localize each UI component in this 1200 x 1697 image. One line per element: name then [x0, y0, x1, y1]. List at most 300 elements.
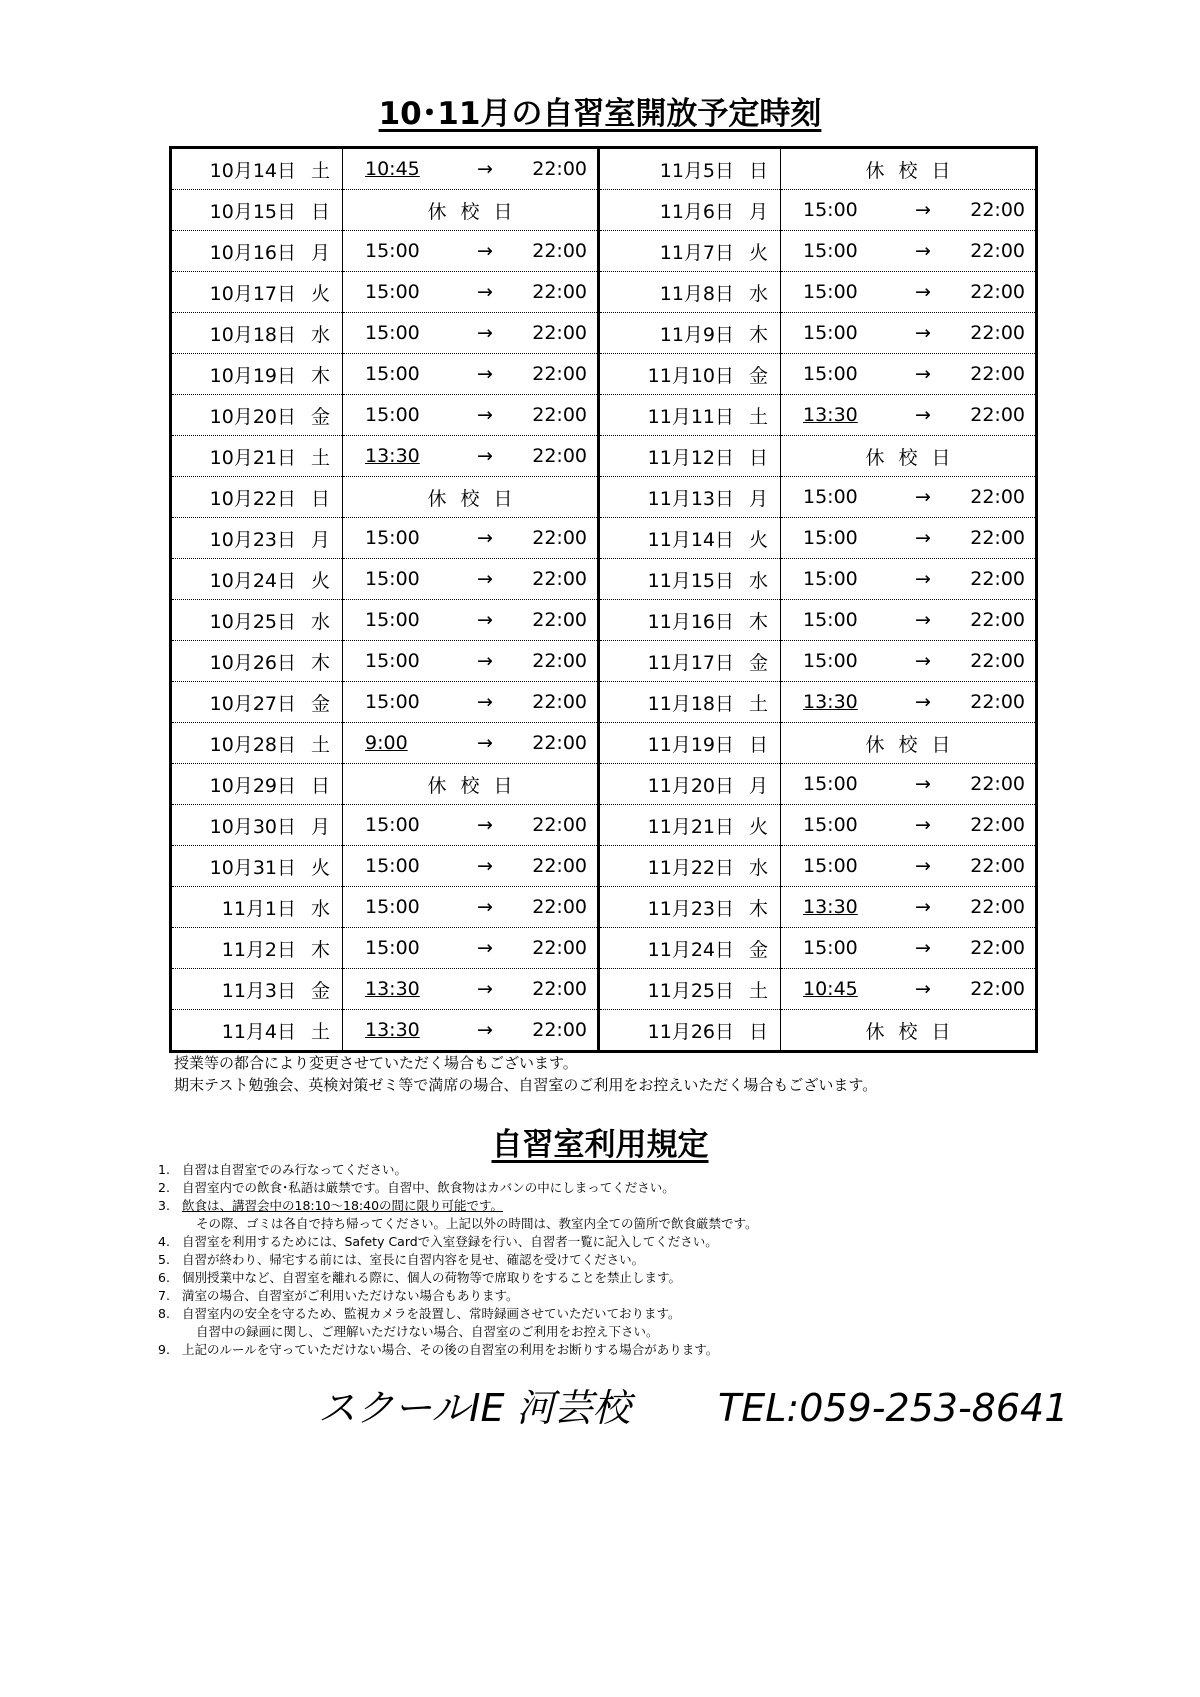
- date-wrap: [600, 443, 780, 470]
- date-text: 11月21日: [647, 815, 734, 838]
- arrow-icon: →: [477, 404, 493, 426]
- weekday: 木: [748, 897, 768, 920]
- date-wrap: [600, 771, 780, 798]
- open-time: 15:00: [803, 486, 858, 508]
- schedule-row: [171, 928, 1037, 969]
- close-time: 22:00: [970, 855, 1025, 877]
- date-text: 11月11日: [647, 405, 734, 428]
- time-range: [343, 527, 597, 549]
- holiday-label: 休校日: [865, 1020, 965, 1043]
- date-cell: [599, 518, 781, 559]
- time-range: [343, 363, 597, 385]
- rule-number: 3.: [158, 1198, 170, 1213]
- time-cell: [781, 969, 1037, 1010]
- weekday: 水: [748, 856, 768, 879]
- date-cell: [171, 518, 343, 559]
- weekday: 木: [748, 323, 768, 346]
- rule-item: [158, 1341, 1058, 1359]
- time-range: [343, 1019, 597, 1041]
- arrow-icon: →: [915, 896, 931, 918]
- arrow-icon: →: [477, 896, 493, 918]
- close-time: 22:00: [532, 1019, 587, 1041]
- time-cell: [343, 764, 599, 805]
- rule-item: [158, 1161, 1058, 1179]
- open-time: 9:00: [365, 732, 408, 754]
- rule-item: [158, 1197, 1058, 1215]
- time-range: [781, 978, 1035, 1000]
- weekday: 木: [310, 938, 330, 961]
- weekday: 金: [310, 979, 330, 1002]
- close-time: 22:00: [970, 609, 1025, 631]
- date-wrap: [172, 443, 342, 470]
- rule-number: 8.: [158, 1306, 170, 1321]
- close-time: 22:00: [532, 363, 587, 385]
- time-cell: [343, 600, 599, 641]
- weekday: 土: [748, 692, 768, 715]
- date-text: 11月14日: [647, 528, 734, 551]
- time-cell: [343, 928, 599, 969]
- date-cell: [599, 272, 781, 313]
- weekday: 日: [748, 1020, 768, 1043]
- weekday: 土: [310, 733, 330, 756]
- arrow-icon: →: [915, 240, 931, 262]
- weekday: 日: [310, 200, 330, 223]
- date-wrap: [172, 812, 342, 839]
- open-time: 15:00: [365, 896, 420, 918]
- rule-text: 自習室内での飲食･私語は厳禁です。自習中、飲食物はカバンの中にしまってください。: [182, 1180, 675, 1195]
- arrow-icon: →: [477, 158, 493, 180]
- date-text: 10月28日: [209, 733, 296, 756]
- time-cell: [781, 477, 1037, 518]
- weekday: 水: [310, 897, 330, 920]
- schedule-row: [171, 518, 1037, 559]
- rule-text: 個別授業中など、自習室を離れる際に、個人の荷物等で席取りをすることを禁止します。: [182, 1270, 682, 1285]
- time-cell: [343, 1010, 599, 1052]
- date-cell: [599, 313, 781, 354]
- schedule-row: [171, 272, 1037, 313]
- schedule-row: [171, 313, 1037, 354]
- rule-text: 上記のルールを守っていただけない場合、その後の自習室の利用をお断りする場合があります。: [182, 1342, 719, 1357]
- date-wrap: [600, 689, 780, 716]
- arrow-icon: →: [477, 363, 493, 385]
- arrow-icon: →: [477, 937, 493, 959]
- time-range: [343, 855, 597, 877]
- date-cell: [599, 846, 781, 887]
- time-cell: [781, 436, 1037, 477]
- date-text: 11月16日: [647, 610, 734, 633]
- weekday: 土: [310, 159, 330, 182]
- time-cell: [343, 395, 599, 436]
- weekday: 土: [748, 405, 768, 428]
- time-range: [343, 404, 597, 426]
- time-cell: [343, 641, 599, 682]
- arrow-icon: →: [477, 855, 493, 877]
- arrow-icon: →: [477, 240, 493, 262]
- date-text: 11月24日: [647, 938, 734, 961]
- date-wrap: [172, 730, 342, 757]
- date-text: 10月16日: [209, 241, 296, 264]
- rule-item: [158, 1233, 1058, 1251]
- arrow-icon: →: [915, 404, 931, 426]
- time-range: [781, 814, 1035, 836]
- rule-item: [158, 1323, 1058, 1341]
- time-cell: [781, 682, 1037, 723]
- weekday: 金: [748, 651, 768, 674]
- date-cell: [171, 231, 343, 272]
- schedule-row: [171, 682, 1037, 723]
- schedule-row: [171, 1010, 1037, 1052]
- close-time: 22:00: [532, 281, 587, 303]
- date-wrap: [600, 197, 780, 224]
- date-wrap: [172, 894, 342, 921]
- rule-number: 7.: [158, 1288, 170, 1303]
- date-cell: [599, 477, 781, 518]
- schedule-row: [171, 190, 1037, 231]
- close-time: 22:00: [532, 978, 587, 1000]
- date-text: 11月19日: [647, 733, 734, 756]
- weekday: 木: [748, 610, 768, 633]
- date-cell: [171, 969, 343, 1010]
- close-time: 22:00: [970, 527, 1025, 549]
- date-wrap: [172, 279, 342, 306]
- time-range: [343, 978, 597, 1000]
- close-time: 22:00: [532, 527, 587, 549]
- weekday: 日: [748, 159, 768, 182]
- arrow-icon: →: [915, 281, 931, 303]
- date-cell: [599, 723, 781, 764]
- date-wrap: [600, 566, 780, 593]
- date-cell: [599, 231, 781, 272]
- date-text: 11月20日: [647, 774, 734, 797]
- date-wrap: [172, 935, 342, 962]
- time-cell: [343, 231, 599, 272]
- date-cell: [599, 1010, 781, 1052]
- holiday-label: 休校日: [427, 487, 527, 510]
- date-wrap: [172, 1017, 342, 1044]
- time-range: [343, 937, 597, 959]
- date-text: 11月18日: [647, 692, 734, 715]
- time-cell: [781, 887, 1037, 928]
- date-text: 11月22日: [647, 856, 734, 879]
- weekday: 金: [310, 692, 330, 715]
- date-text: 10月31日: [209, 856, 296, 879]
- time-range: [781, 527, 1035, 549]
- date-cell: [171, 559, 343, 600]
- date-wrap: [172, 525, 342, 552]
- time-cell: [343, 969, 599, 1010]
- weekday: 土: [310, 1020, 330, 1043]
- time-cell: [343, 477, 599, 518]
- weekday: 金: [310, 405, 330, 428]
- close-time: 22:00: [532, 650, 587, 672]
- date-cell: [599, 682, 781, 723]
- date-wrap: [172, 566, 342, 593]
- note-line: 期末テスト勉強会、英検対策ゼミ等で満席の場合、自習室のご利用をお控えいただく場合もございます。: [174, 1076, 878, 1094]
- rule-item: [158, 1305, 1058, 1323]
- weekday: 火: [748, 241, 768, 264]
- open-time: 13:30: [365, 445, 420, 467]
- time-cell: [343, 887, 599, 928]
- holiday-label: 休校日: [865, 159, 965, 182]
- date-text: 11月5日: [659, 159, 734, 182]
- date-cell: [599, 436, 781, 477]
- date-text: 11月1日: [221, 897, 296, 920]
- date-text: 11月7日: [659, 241, 734, 264]
- date-wrap: [172, 648, 342, 675]
- time-cell: [781, 395, 1037, 436]
- schedule-row: [171, 354, 1037, 395]
- time-cell: [343, 354, 599, 395]
- date-text: 11月9日: [659, 323, 734, 346]
- date-text: 10月20日: [209, 405, 296, 428]
- date-cell: [171, 805, 343, 846]
- close-time: 22:00: [970, 322, 1025, 344]
- date-wrap: [600, 525, 780, 552]
- date-wrap: [600, 1017, 780, 1044]
- footer: [318, 1377, 1068, 1432]
- time-cell: [781, 641, 1037, 682]
- arrow-icon: →: [477, 527, 493, 549]
- weekday: 日: [748, 446, 768, 469]
- rule-text: 自習が終わり、帰宅する前には、室長に自習内容を見せ、確認を受けてください。: [182, 1252, 645, 1267]
- time-cell: [781, 313, 1037, 354]
- date-text: 10月21日: [209, 446, 296, 469]
- arrow-icon: →: [915, 773, 931, 795]
- date-text: 11月25日: [647, 979, 734, 1002]
- time-cell: [781, 846, 1037, 887]
- weekday: 火: [748, 815, 768, 838]
- time-range: [781, 855, 1035, 877]
- date-text: 11月12日: [647, 446, 734, 469]
- close-time: 22:00: [532, 732, 587, 754]
- school-name: スクールIE 河芸校: [318, 1386, 631, 1430]
- arrow-icon: →: [477, 650, 493, 672]
- open-time: 15:00: [365, 937, 420, 959]
- date-wrap: [600, 812, 780, 839]
- arrow-icon: →: [915, 937, 931, 959]
- time-cell: [343, 846, 599, 887]
- weekday: 木: [310, 364, 330, 387]
- holiday-label: 休校日: [427, 774, 527, 797]
- date-wrap: [172, 689, 342, 716]
- close-time: 22:00: [970, 814, 1025, 836]
- date-cell: [171, 148, 343, 190]
- time-cell: [343, 559, 599, 600]
- date-text: 11月13日: [647, 487, 734, 510]
- open-time: 10:45: [365, 158, 420, 180]
- date-text: 10月25日: [209, 610, 296, 633]
- note-line: 授業等の都合により変更させていただく場合もございます。: [174, 1054, 578, 1072]
- date-text: 10月24日: [209, 569, 296, 592]
- open-time: 15:00: [803, 650, 858, 672]
- time-cell: [781, 805, 1037, 846]
- rule-number: 9.: [158, 1342, 170, 1357]
- time-range: [781, 404, 1035, 426]
- close-time: 22:00: [970, 363, 1025, 385]
- close-time: 22:00: [970, 650, 1025, 672]
- weekday: 月: [310, 815, 330, 838]
- schedule-row: [171, 477, 1037, 518]
- arrow-icon: →: [915, 568, 931, 590]
- holiday-label: 休校日: [865, 733, 965, 756]
- close-time: 22:00: [970, 240, 1025, 262]
- time-range: [781, 281, 1035, 303]
- open-time: 15:00: [803, 937, 858, 959]
- rule-number: 5.: [158, 1252, 170, 1267]
- close-time: 22:00: [970, 978, 1025, 1000]
- weekday: 水: [748, 282, 768, 305]
- time-cell: [781, 190, 1037, 231]
- date-cell: [599, 148, 781, 190]
- date-wrap: [172, 197, 342, 224]
- time-cell: [343, 148, 599, 190]
- date-wrap: [172, 320, 342, 347]
- date-wrap: [600, 238, 780, 265]
- date-text: 11月26日: [647, 1020, 734, 1043]
- rule-item: [158, 1269, 1058, 1287]
- open-time: 15:00: [803, 199, 858, 221]
- close-time: 22:00: [532, 855, 587, 877]
- open-time: 15:00: [803, 773, 858, 795]
- open-time: 15:00: [365, 691, 420, 713]
- open-time: 13:30: [803, 691, 858, 713]
- schedule-row: [171, 887, 1037, 928]
- arrow-icon: →: [915, 814, 931, 836]
- weekday: 月: [310, 241, 330, 264]
- time-range: [781, 773, 1035, 795]
- time-range: [343, 158, 597, 180]
- open-time: 15:00: [803, 527, 858, 549]
- arrow-icon: →: [477, 814, 493, 836]
- weekday: 水: [310, 610, 330, 633]
- time-range: [343, 322, 597, 344]
- date-text: 10月23日: [209, 528, 296, 551]
- close-time: 22:00: [532, 404, 587, 426]
- weekday: 火: [310, 856, 330, 879]
- date-cell: [171, 1010, 343, 1052]
- date-wrap: [600, 976, 780, 1003]
- date-text: 11月8日: [659, 282, 734, 305]
- weekday: 火: [310, 282, 330, 305]
- date-text: 10月29日: [209, 774, 296, 797]
- schedule-row: [171, 764, 1037, 805]
- open-time: 10:45: [803, 978, 858, 1000]
- holiday-label: 休校日: [865, 446, 965, 469]
- holiday-label: 休校日: [427, 200, 527, 223]
- weekday: 水: [310, 323, 330, 346]
- time-cell: [343, 436, 599, 477]
- open-time: 15:00: [803, 855, 858, 877]
- date-wrap: [172, 771, 342, 798]
- open-time: 15:00: [365, 281, 420, 303]
- time-cell: [781, 518, 1037, 559]
- time-range: [781, 937, 1035, 959]
- arrow-icon: →: [477, 281, 493, 303]
- weekday: 月: [310, 528, 330, 551]
- time-cell: [343, 190, 599, 231]
- time-range: [343, 732, 597, 754]
- open-time: 13:30: [803, 404, 858, 426]
- date-cell: [171, 272, 343, 313]
- date-wrap: [172, 402, 342, 429]
- date-wrap: [172, 361, 342, 388]
- time-cell: [781, 764, 1037, 805]
- rule-text: 自習室を利用するためには、Safety Cardで入室登録を行い、自習者一覧に記入してください。: [182, 1234, 718, 1249]
- rule-text: 満室の場合、自習室がご利用いただけない場合もあります。: [182, 1288, 519, 1303]
- time-cell: [781, 231, 1037, 272]
- time-cell: [343, 682, 599, 723]
- rule-text: 自習室内の安全を守るため、監視カメラを設置し、常時録画させていただいております。: [182, 1306, 681, 1321]
- close-time: 22:00: [970, 896, 1025, 918]
- arrow-icon: →: [477, 1019, 493, 1041]
- date-wrap: [172, 484, 342, 511]
- schedule-row: [171, 395, 1037, 436]
- arrow-icon: →: [915, 199, 931, 221]
- time-range: [343, 691, 597, 713]
- date-cell: [171, 436, 343, 477]
- open-time: 15:00: [803, 281, 858, 303]
- arrow-icon: →: [477, 445, 493, 467]
- date-wrap: [600, 156, 780, 183]
- time-range: [343, 814, 597, 836]
- close-time: 22:00: [532, 445, 587, 467]
- time-range: [343, 896, 597, 918]
- arrow-icon: →: [915, 527, 931, 549]
- rule-item: [158, 1287, 1058, 1305]
- time-range: [781, 363, 1035, 385]
- date-cell: [599, 928, 781, 969]
- rule-number: 2.: [158, 1180, 170, 1195]
- arrow-icon: →: [915, 691, 931, 713]
- date-cell: [599, 969, 781, 1010]
- time-range: [781, 609, 1035, 631]
- open-time: 15:00: [365, 404, 420, 426]
- weekday: 月: [748, 774, 768, 797]
- date-wrap: [172, 607, 342, 634]
- date-wrap: [600, 607, 780, 634]
- date-text: 11月23日: [647, 897, 734, 920]
- rule-text: その際、ゴミは各自で持ち帰ってください。上記以外の時間は、教室内全ての箇所で飲食厳禁です。: [196, 1216, 758, 1231]
- time-cell: [781, 723, 1037, 764]
- close-time: 22:00: [970, 568, 1025, 590]
- weekday: 木: [310, 651, 330, 674]
- arrow-icon: →: [915, 609, 931, 631]
- arrow-icon: →: [477, 609, 493, 631]
- rule-number: 1.: [158, 1162, 170, 1177]
- weekday: 日: [310, 774, 330, 797]
- rule-number: 4.: [158, 1234, 170, 1249]
- weekday: 火: [748, 528, 768, 551]
- time-range: [343, 445, 597, 467]
- open-time: 15:00: [365, 363, 420, 385]
- arrow-icon: →: [915, 322, 931, 344]
- schedule-row: [171, 805, 1037, 846]
- close-time: 22:00: [532, 691, 587, 713]
- date-text: 11月10日: [647, 364, 734, 387]
- date-cell: [599, 641, 781, 682]
- date-cell: [171, 477, 343, 518]
- time-cell: [781, 928, 1037, 969]
- date-text: 11月3日: [221, 979, 296, 1002]
- time-range: [781, 486, 1035, 508]
- date-text: 10月27日: [209, 692, 296, 715]
- date-wrap: [600, 730, 780, 757]
- date-cell: [171, 313, 343, 354]
- close-time: 22:00: [532, 814, 587, 836]
- time-cell: [343, 313, 599, 354]
- date-cell: [599, 559, 781, 600]
- date-text: 11月2日: [221, 938, 296, 961]
